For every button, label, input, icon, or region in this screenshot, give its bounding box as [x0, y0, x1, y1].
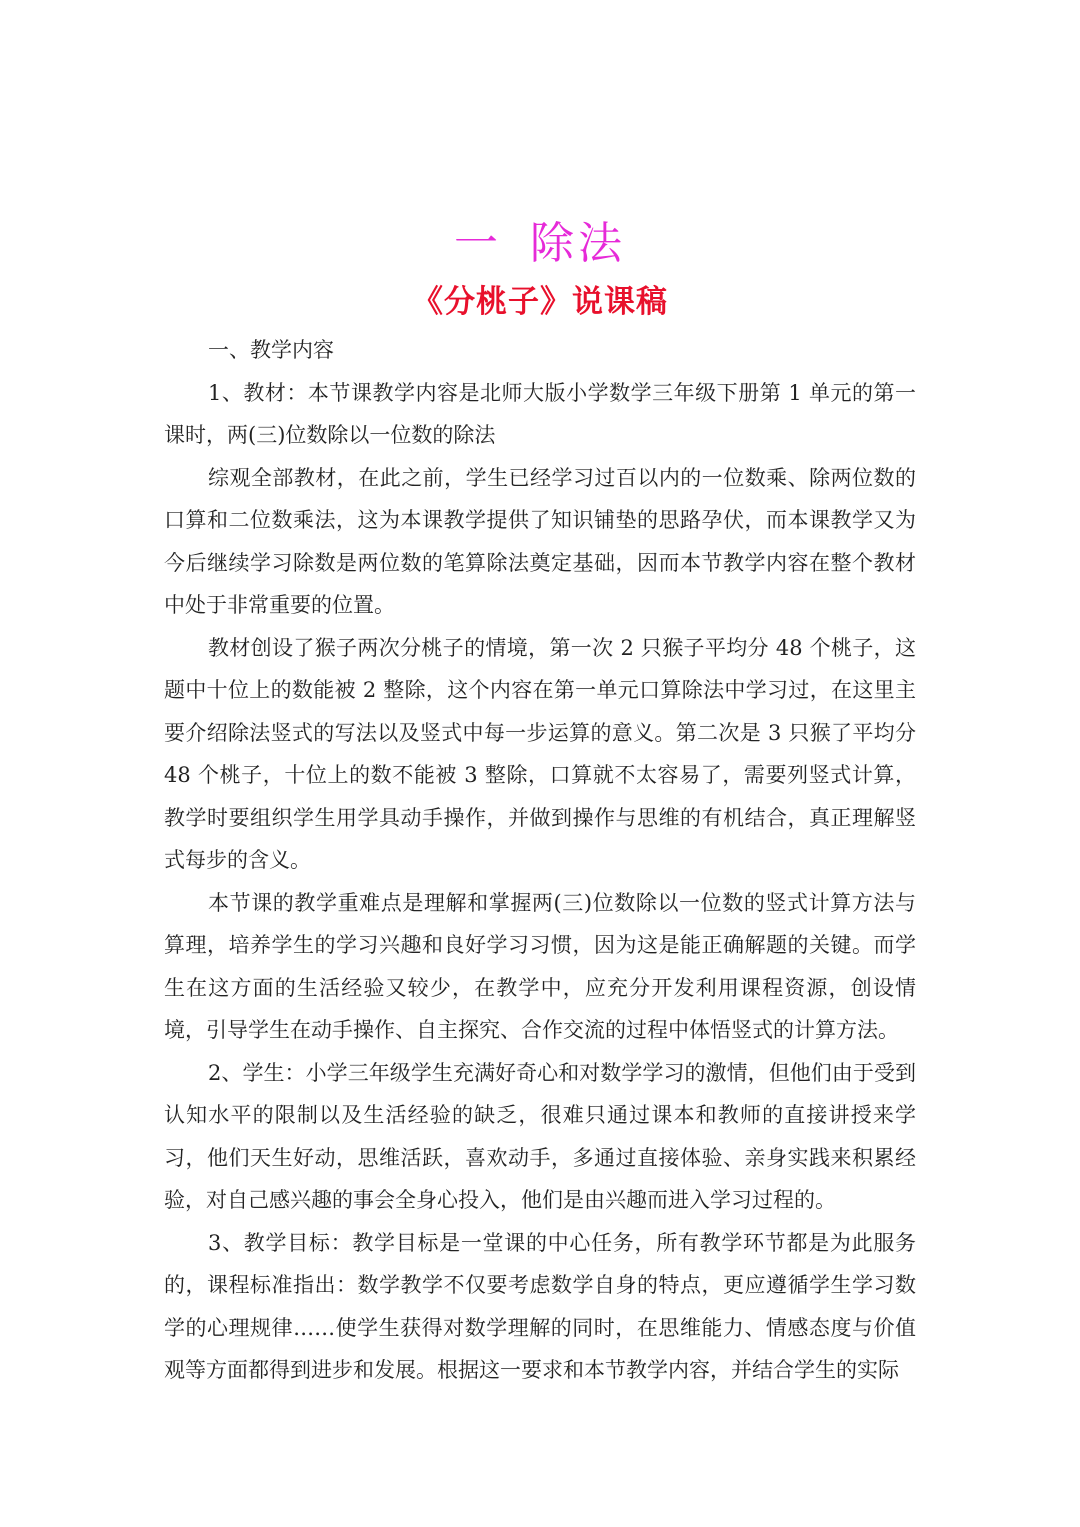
section-heading: 一、教学内容 [208, 338, 334, 362]
paragraph-overview: 综观全部教材，在此之前，学生已经学习过百以内的一位数乘、除两位数的口算和二位数乘法，这为本课教学提供了知识铺垫的思路孕伏，而本课教学又为今后继续学习除数是两位数的笔算除法奠定基础，因而本节教学内容在整个教材中处于非常重要的位置。 [164, 465, 916, 617]
paragraph-key-points: 本节课的教学重难点是理解和掌握两(三)位数除以一位数的竖式计算方法与算理，培养学生的学习兴趣和良好学习习惯，因为这是能正确解题的关键。而学生在这方面的生活经验又较少，在教学中，应充分开发利用课程资源，创设情境，引导学生在动手操作、自主探究、合作交流的过程中体悟竖式的计算方法。 [164, 890, 916, 1042]
paragraph-students: 2、学生：小学三年级学生充满好奇心和对数学学习的激情，但他们由于受到认知水平的限制以及生活经验的缺乏，很难只通过课本和教师的直接讲授来学习，他们天生好动，思维活跃，喜欢动手，多通过直接体验、亲身实践来积累经验，对自己感兴趣的事会全身心投入，他们是由兴趣而进入学习过程的。 [164, 1060, 916, 1212]
paragraph-scenario: 教材创设了猴子两次分桃子的情境，第一次 2 只猴子平均分 48 个桃子，这题中十位上的数能被 2 整除，这个内容在第一单元口算除法中学习过，在这里主要介绍除法竖式的写法以及竖式中每一步运算的意义。第二次是 3 只猴了平均分 48 个桃子，十位上的数不能被 3 整除，口算就不太容易了，需要列竖式计算，教学时要组织学生用学具动手操作，并做到操作与思维的有机结合，真正理解竖式每步的含义。 [164, 635, 916, 872]
chapter-title [0, 214, 1080, 274]
document-subtitle: 《分桃子》说课稿 [412, 284, 668, 320]
document-body [164, 329, 916, 1392]
chapter-name: 除法 [530, 218, 626, 269]
paragraph-objectives: 3、教学目标：教学目标是一堂课的中心任务，所有教学环节都是为此服务的，课程标准指出：数学教学不仅要考虑数学自身的特点，更应遵循学生学习数学的心理规律……使学生获得对数学理解的同时，在思维能力、情感态度与价值观等方面都得到进步和发展。根据这一要求和本节教学内容，并结合学生的实际 [164, 1230, 916, 1382]
chapter-number: 一 [454, 218, 502, 269]
paragraph-textbook: 1、教材：本节课教学内容是北师大版小学数学三年级下册第 1 单元的第一课时，两(三)位数除以一位数的除法 [164, 380, 916, 447]
